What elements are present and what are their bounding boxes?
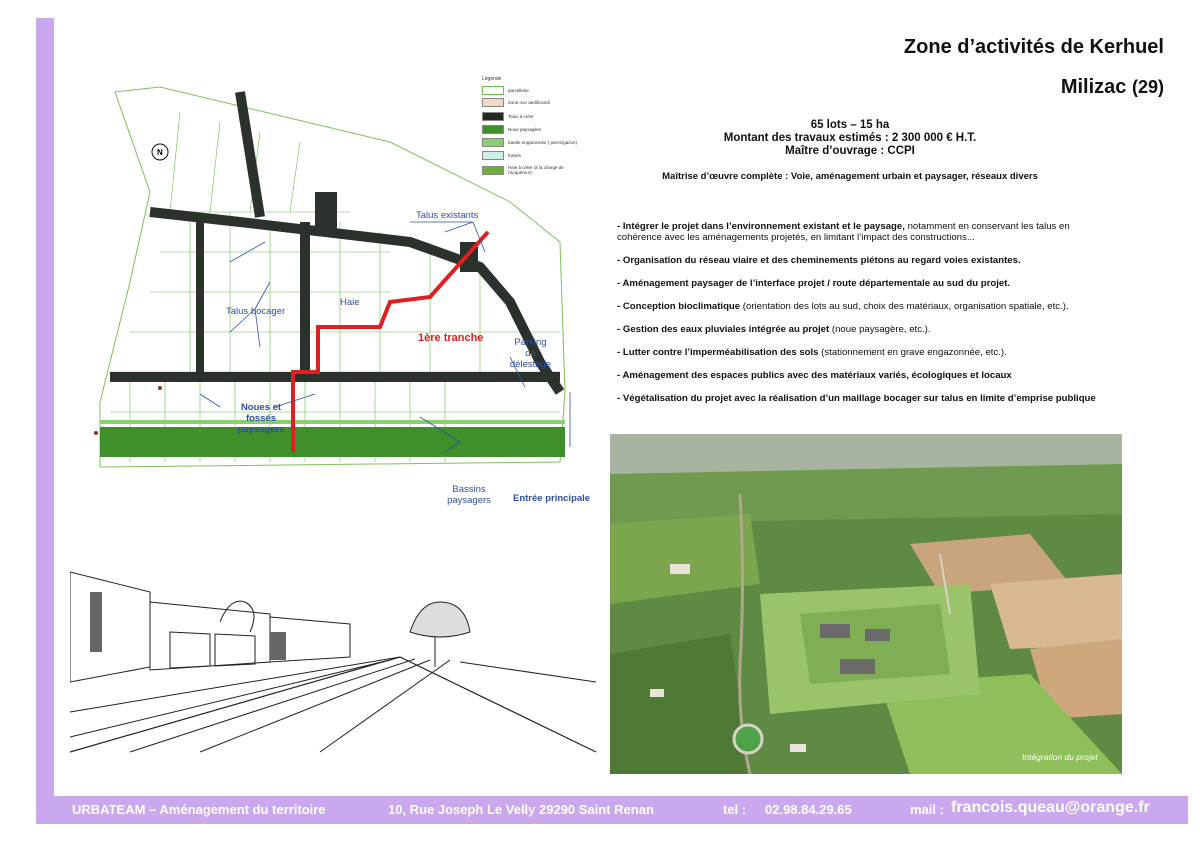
legend-item: Haie à créer (à la charge de l’acquéreur) bbox=[482, 166, 578, 174]
summary-lots: 65 lots – 15 ha bbox=[810, 119, 890, 131]
label-parking: Parking de délestage bbox=[509, 337, 552, 370]
objective-item: - Aménagement paysager de l’interface projet / route départementale au sud du projet. bbox=[617, 278, 1011, 289]
label-premiere-tranche: 1ère tranche bbox=[418, 332, 484, 344]
footer-address: 10, Rue Joseph Le Velly 29290 Saint Renan bbox=[388, 802, 654, 817]
label-haie: Haie bbox=[340, 297, 360, 308]
objective-item: - Organisation du réseau viaire et des cheminements piétons au regard voies existantes. bbox=[617, 255, 1021, 266]
page-title: Zone d’activités de Kerhuel bbox=[903, 36, 1164, 58]
footer-tel-label: tel : bbox=[723, 802, 747, 817]
label-bassins: Bassins paysagers bbox=[447, 484, 491, 506]
summary-budget: Montant des travaux estimés : 2 300 000 € H.T. bbox=[723, 132, 977, 144]
legend-item: Zone non aedificandi bbox=[482, 98, 550, 106]
summary-owner: Maître d’ouvrage : CCPI bbox=[785, 145, 915, 157]
aerial-photo bbox=[610, 434, 1122, 774]
objective-item: - Conception bioclimatique (orientation des lots au sud, choix des matériaux, organisation spatiale, etc.). bbox=[617, 301, 1069, 312]
footer-mail[interactable]: francois.queau@orange.fr bbox=[951, 799, 1150, 816]
label-talus-bocager: Talus bocager bbox=[226, 306, 286, 317]
objective-item: - Végétalisation du projet avec la réalisation d’un maillage bocager sur talus en limite d’emprise publique bbox=[617, 393, 1096, 404]
label-entree: Entrée principale bbox=[513, 493, 591, 504]
legend-item: parcellaire bbox=[482, 86, 529, 94]
photo-caption: Intégration du projet bbox=[1022, 752, 1098, 762]
objective-item: - Aménagement des espaces publics avec des matériaux variés, écologiques et locaux bbox=[617, 370, 1012, 381]
legend-item: fossés bbox=[482, 151, 521, 159]
legend-title: Légende bbox=[482, 76, 502, 82]
objective-item: - Lutter contre l’imperméabilisation des sols (stationnement en grave engazonnée, etc.). bbox=[617, 347, 1007, 358]
legend-item: bande engazonnée ( pierre/gazon) bbox=[482, 138, 577, 146]
label-noues: Noues et fossés paysagers bbox=[237, 402, 285, 435]
summary-scope: Maîtrise d’œuvre complète : Voie, aménagement urbain et paysager, réseaux divers bbox=[662, 171, 1038, 182]
perspective-sketch bbox=[70, 562, 596, 758]
footer-tel: 02.98.84.29.65 bbox=[765, 802, 852, 817]
footer-company: URBATEAM – Aménagement du territoire bbox=[72, 802, 326, 817]
objective-item: - Intégrer le projet dans l’environnement existant et le paysage, notamment en conservant les talus en cohérence avec les aménagements projetés, en limitant l’impact des constructions... bbox=[617, 221, 1070, 243]
objective-item: - Gestion des eaux pluviales intégrée au projet (noue paysagère, etc.). bbox=[617, 324, 931, 335]
site-plan bbox=[90, 72, 590, 492]
footer-mail-label: mail : bbox=[910, 802, 944, 817]
page-subtitle bbox=[1061, 76, 1164, 99]
label-talus-existants: Talus existants bbox=[416, 210, 479, 221]
legend-item: Talus à créer bbox=[482, 112, 534, 120]
legend-item: Noue paysagère bbox=[482, 125, 541, 133]
subtitle-town: Milizac bbox=[1060, 76, 1127, 98]
svg-text:N: N bbox=[157, 148, 163, 157]
sidebar-accent-bar bbox=[36, 18, 54, 818]
subtitle-dept: (29) bbox=[1131, 77, 1164, 97]
objectives-list bbox=[617, 221, 1107, 416]
